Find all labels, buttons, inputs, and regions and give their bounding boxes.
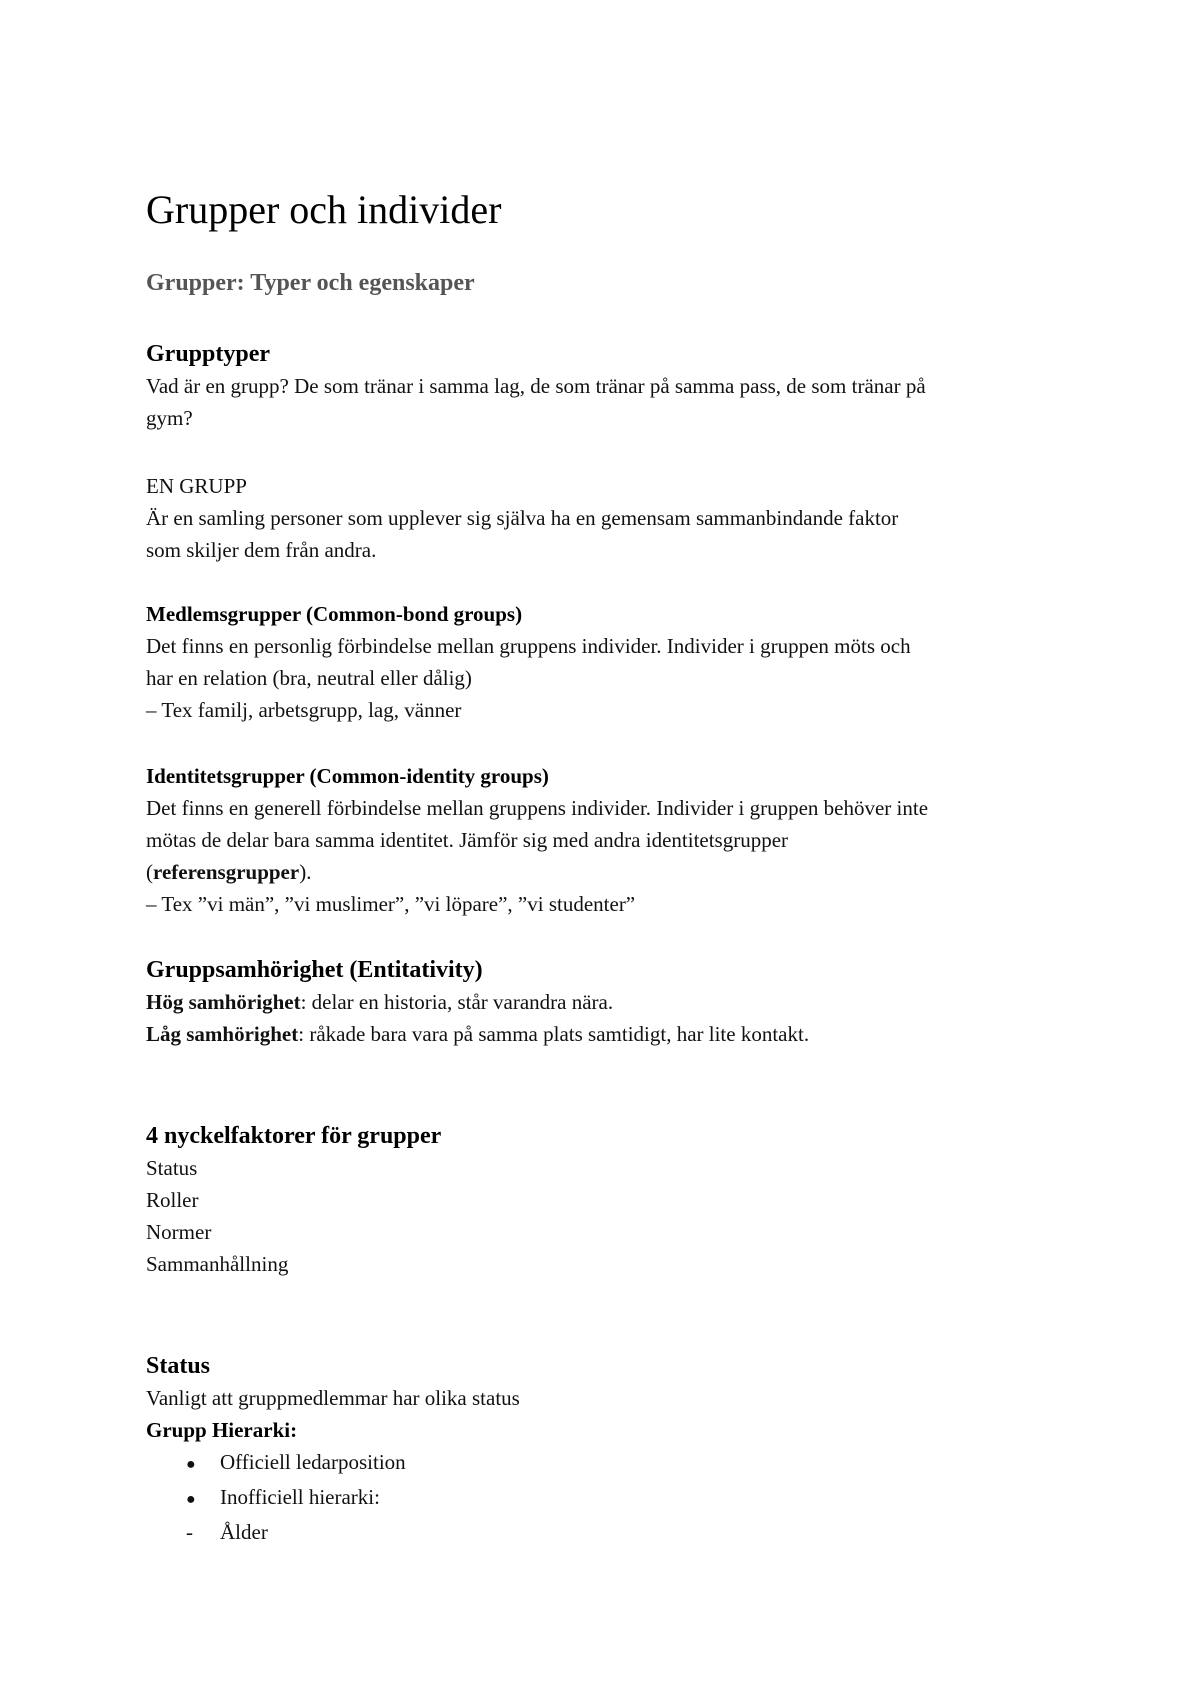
section-heading: Gruppsamhörighet (Entitativity) [146,957,483,983]
paragraph-line: Vanligt att gruppmedlemmar har olika status [146,1386,520,1410]
term-description: : råkade bara vara på samma plats samtidigt, har lite kontakt. [298,1022,810,1046]
section-heading: Medlemsgrupper (Common-bond groups) [146,602,523,626]
paragraph-line: Det finns en personlig förbindelse mellan gruppens individer. Individer i gruppen möts och [146,634,911,658]
section-heading: 4 nyckelfaktorer för grupper [146,1123,442,1149]
paragraph-line [146,856,1086,888]
paren-open: ( [146,860,153,884]
list-item: Sammanhållning [146,1252,289,1276]
bullet-text: Officiell ledarposition [220,1450,406,1474]
paren-close: ). [299,860,312,884]
paragraph-line: Det finns en generell förbindelse mellan gruppens individer. Individer i gruppen behöver inte [146,796,929,820]
paragraph-line: – Tex familj, arbetsgrupp, lag, vänner [146,698,462,722]
paragraph-line [146,1018,1086,1050]
dash-item [146,1516,1086,1548]
paragraph-line [146,986,1086,1018]
section-heading: Grupptyper [146,341,271,367]
list-item: Roller [146,1188,199,1212]
section-medlemsgrupper [146,598,1086,726]
paragraph-line: – Tex ”vi män”, ”vi muslimer”, ”vi löpare”, ”vi studenter” [146,892,636,916]
list-item: Status [146,1156,198,1180]
section-heading: EN GRUPP [146,474,247,498]
paragraph-line: Är en samling personer som upplever sig själva ha en gemensam sammanbindande faktor [146,506,899,530]
section-heading: Identitetsgrupper (Common-identity groups) [146,764,549,788]
section-status [146,1350,1086,1548]
bold-term: Hög samhörighet [146,990,301,1014]
document-subtitle: Grupper: Typer och egenskaper [146,270,475,296]
section-heading: Status [146,1353,211,1379]
section-en-grupp [146,470,1086,566]
list-item: Normer [146,1220,212,1244]
document-title: Grupper och individer [146,187,502,232]
dash-icon: - [186,1520,193,1544]
bullet-icon: ● [186,1456,196,1473]
paragraph-line: som skiljer dem från andra. [146,538,377,562]
section-nyckelfaktorer [146,1120,1086,1280]
bullet-icon: ● [186,1491,196,1508]
section-identitetsgrupper [146,760,1086,920]
section-gruppsamhorighet [146,954,1086,1050]
dash-text: Ålder [220,1520,268,1544]
paragraph-line: mötas de delar bara samma identitet. Jämför sig med andra identitetsgrupper [146,828,789,852]
paragraph-line: Vad är en grupp? De som tränar i samma lag, de som tränar på samma pass, de som tränar på [146,374,926,398]
section-grupptyper [146,338,1086,434]
bold-term: referensgrupper [153,860,300,884]
bullet-item [146,1446,1086,1481]
bullet-text: Inofficiell hierarki: [220,1485,380,1509]
paragraph-line: har en relation (bra, neutral eller dålig) [146,666,472,690]
paragraph-line: gym? [146,406,193,430]
bold-term: Låg samhörighet [146,1022,299,1046]
sub-heading: Grupp Hierarki: [146,1418,298,1442]
bullet-item [146,1481,1086,1516]
term-description: : delar en historia, står varandra nära. [300,990,614,1014]
